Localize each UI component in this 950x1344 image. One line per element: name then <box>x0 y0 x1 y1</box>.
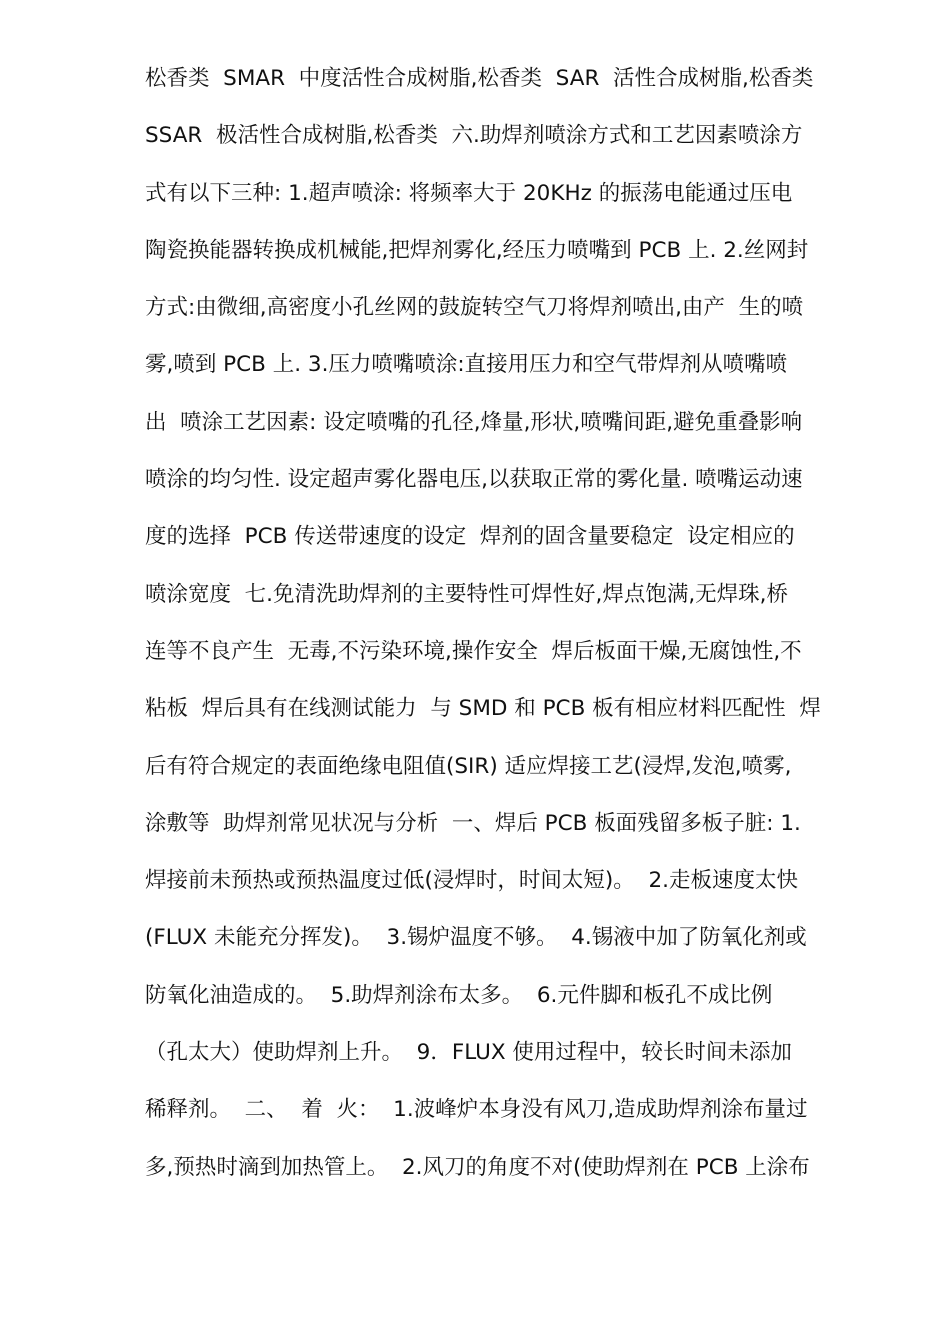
text-line: SSAR 极活性合成树脂,松香类 六.助焊剂喷涂方式和工艺因素喷涂方 <box>145 123 803 149</box>
text-line: 连等不良产生 无毒,不污染环境,操作安全 焊后板面干燥,无腐蚀性,不 <box>145 638 802 664</box>
text-line: 防氧化油造成的。 5.助焊剂涂布太多。 6.元件脚和板孔不成比例 <box>145 982 773 1008</box>
text-line: 涂敷等 助焊剂常见状况与分析 一、焊后 PCB 板面残留多板子脏: 1. <box>145 810 801 836</box>
text-line: 出 喷涂工艺因素: 设定喷嘴的孔径,烽量,形状,喷嘴间距,避免重叠影响 <box>145 409 803 435</box>
text-line: 喷涂宽度 七.免清洗助焊剂的主要特性可焊性好,焊点饱满,无焊珠,桥 <box>145 581 789 607</box>
text-line: 粘板 焊后具有在线测试能力 与 SMD 和 PCB 板有相应材料匹配性 焊 <box>145 696 821 722</box>
text-line: 后有符合规定的表面绝缘电阻值(SIR) 适应焊接工艺(浸焊,发泡,喷雾, <box>145 753 792 779</box>
text-line: 度的选择 PCB 传送带速度的设定 焊剂的固含量要稳定 设定相应的 <box>145 524 795 550</box>
text-line: （孔太大）使助焊剂上升。 9．FLUX 使用过程中，较长时间未添加 <box>145 1040 792 1066</box>
text-line: 方式:由微细,高密度小孔丝网的鼓旋转空气刀将焊剂喷出,由产 生的喷 <box>145 295 804 321</box>
text-line: 喷涂的均匀性. 设定超声雾化器电压,以获取正常的雾化量. 喷嘴运动速 <box>145 467 803 493</box>
text-line: 焊接前未预热或预热温度过低(浸焊时，时间太短)。 2.走板速度太快 <box>145 868 798 894</box>
text-line: 雾,喷到 PCB 上. 3.压力喷嘴喷涂:直接用压力和空气带焊剂从喷嘴喷 <box>145 352 788 378</box>
body-text <box>145 56 885 1202</box>
text-line: 松香类 SMAR 中度活性合成树脂,松香类 SAR 活性合成树脂,松香类 <box>145 66 814 91</box>
text-line: 陶瓷换能器转换成机械能,把焊剂雾化,经压力喷嘴到 PCB 上. 2.丝网封 <box>145 237 809 263</box>
text-line: 式有以下三种: 1.超声喷涂: 将频率大于 20KHz 的振荡电能通过压电 <box>145 180 793 206</box>
text-line: 多,预热时滴到加热管上。 2.风刀的角度不对(使助焊剂在 PCB 上涂布 <box>145 1154 810 1180</box>
text-line: (FLUX 未能充分挥发)。 3.锡炉温度不够。 4.锡液中加了防氧化剂或 <box>145 925 807 951</box>
text-line: 稀释剂。 二、 着 火： 1.波峰炉本身没有风刀,造成助焊剂涂布量过 <box>145 1097 808 1123</box>
